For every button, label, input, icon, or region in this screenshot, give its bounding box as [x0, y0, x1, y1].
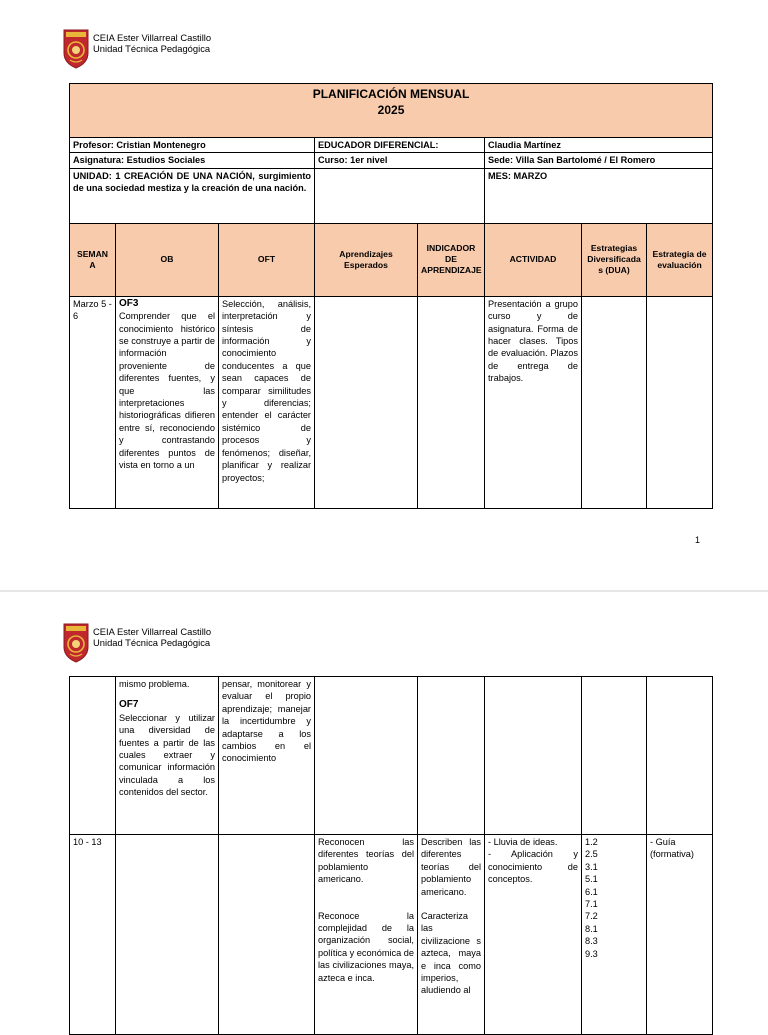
title-cell — [70, 84, 713, 138]
estrategia-code: 1.2 — [585, 837, 598, 847]
ob-continued-text: mismo problema. — [119, 679, 190, 689]
evaluacion-cell — [647, 296, 713, 508]
table-row — [70, 677, 713, 835]
ob-text: Seleccionar y utilizar una diversidad de fuentes a partir de las cuales extraer y comunicar información vinculada a los contenidos del sector. — [119, 712, 215, 798]
oft-cell: Selección, análisis, interpretación y síntesis de información y conocimiento conducentes a que sean capaces de comparar similitudes y diferencias; entender el carácter sistémico de procesos y fenómenos; diseñar, planificar y realizar proyectos; — [219, 296, 315, 508]
page-number: 1 — [694, 535, 700, 545]
ob-cell — [116, 296, 219, 508]
planning-table-continued — [69, 676, 713, 1035]
oft-cell — [219, 835, 315, 1035]
campus-cell: Sede: Villa San Bartolomé / El Romero — [485, 153, 713, 168]
actividad-cell: Presentación a grupo curso y de asignatura. Forma de hacer clases. Tipos de evaluación. Plazos de entrega de trabajos. — [485, 296, 582, 508]
aprendizajes-cell — [315, 677, 418, 835]
col-header-oft: OFT — [219, 223, 315, 296]
col-header-actividad: ACTIVIDAD — [485, 223, 582, 296]
ob-title: OF3 — [119, 297, 139, 309]
indicador-1: Describen las diferentes teorías del poblamiento americano. — [421, 837, 481, 897]
col-header-estrategias: Estrategias Diversificada s (DUA) — [582, 223, 647, 296]
ob-cell — [116, 835, 219, 1035]
unit-empty-cell — [315, 168, 485, 223]
school-crest-logo — [63, 29, 89, 69]
aprendizaje-2: Reconoce la complejidad de la organización social, política y económica de las civilizaciones maya, azteca e inca. — [318, 910, 415, 983]
estrategia-code: 8.3 — [585, 936, 598, 947]
school-name: CEIA Ester Villarreal Castillo — [93, 32, 212, 43]
school-name: CEIA Ester Villarreal Castillo — [93, 626, 212, 637]
aprendizaje-1: Reconocen las diferentes teorías del poblamiento americano. — [318, 837, 414, 885]
school-crest-logo — [63, 623, 89, 663]
indicador-2: Caracteriza las civilizacione s azteca, maya e inca como imperios, aludiendo al — [421, 911, 481, 996]
unit-cell: UNIDAD: 1 CREACIÓN DE UNA NACIÓN, surgimiento de una sociedad mestiza y la creación de una nación. — [70, 168, 315, 223]
estrategia-code: 9.3 — [585, 948, 598, 959]
estrategias-cell — [582, 677, 647, 835]
aprendizajes-cell — [315, 296, 418, 508]
col-header-ob: OB — [116, 223, 219, 296]
estrategia-code: 7.1 — [585, 899, 598, 910]
col-header-aprendizajes: Aprendizajes Esperados — [315, 223, 418, 296]
estrategia-code: 6.1 — [585, 886, 598, 897]
estrategias-cell — [582, 296, 647, 508]
page-2 — [0, 592, 768, 1024]
evaluacion-cell: - Guía (formativa) — [647, 835, 713, 1035]
planning-table — [69, 83, 713, 509]
aprendizajes-cell — [315, 835, 418, 1035]
special-educator-name: Claudia Martínez — [485, 138, 713, 153]
letterhead — [63, 623, 211, 663]
ob-text: Comprender que el conocimiento histórico se construye a partir de información proveniente de diferentes fuentes, y que las interpretaciones historiográficas difieren entre sí, reconociendo y contrastando diferentes puntos de vista en torno a un — [119, 311, 216, 471]
estrategias-cell — [582, 835, 647, 1035]
unit-name: Unidad Técnica Pedagógica — [93, 43, 211, 54]
letterhead — [63, 29, 211, 69]
estrategia-code: 3.1 — [585, 861, 598, 872]
week-cell: 10 - 13 — [70, 835, 116, 1035]
letterhead-text — [93, 32, 211, 54]
estrategia-code: 2.5 — [585, 849, 598, 860]
oft-cell: pensar, monitorear y evaluar el propio aprendizaje; manejar la incertidumbre y adaptarse a los cambios en el conocimiento — [219, 677, 315, 835]
ob-cell — [116, 677, 219, 835]
indicador-cell — [418, 677, 485, 835]
letterhead-text — [93, 626, 211, 648]
week-cell — [70, 677, 116, 835]
ob-title: OF7 — [119, 699, 139, 711]
col-header-semana: SEMAN A — [70, 223, 116, 296]
table-row — [70, 296, 713, 508]
course-cell: Curso: 1er nivel — [315, 153, 485, 168]
table-row — [70, 835, 713, 1035]
subject-cell: Asignatura: Estudios Sociales — [70, 153, 315, 168]
indicador-cell — [418, 835, 485, 1035]
estrategia-code: 7.2 — [585, 911, 598, 922]
actividad-1: - Lluvia de ideas. — [488, 837, 558, 847]
year-title: 2025 — [377, 103, 405, 117]
col-header-indicador: INDICADOR DE APRENDIZAJE — [418, 223, 485, 296]
evaluacion-cell — [647, 677, 713, 835]
actividad-2: - Aplicación y conocimiento de conceptos. — [488, 849, 578, 885]
col-header-evaluacion: Estrategia de evaluación — [647, 223, 713, 296]
estrategia-code: 8.1 — [585, 923, 598, 934]
unit-name: Unidad Técnica Pedagógica — [93, 637, 211, 648]
teacher-cell: Profesor: Cristian Montenegro — [70, 138, 315, 153]
actividad-cell — [485, 677, 582, 835]
month-cell: MES: MARZO — [485, 168, 713, 223]
indicador-cell — [418, 296, 485, 508]
estrategia-code: 5.1 — [585, 874, 598, 885]
actividad-cell — [485, 835, 582, 1035]
week-cell: Marzo 5 - 6 — [70, 296, 116, 508]
special-educator-label: EDUCADOR DIFERENCIAL: — [315, 138, 485, 153]
page-title: PLANIFICACIÓN MENSUAL — [312, 87, 470, 101]
